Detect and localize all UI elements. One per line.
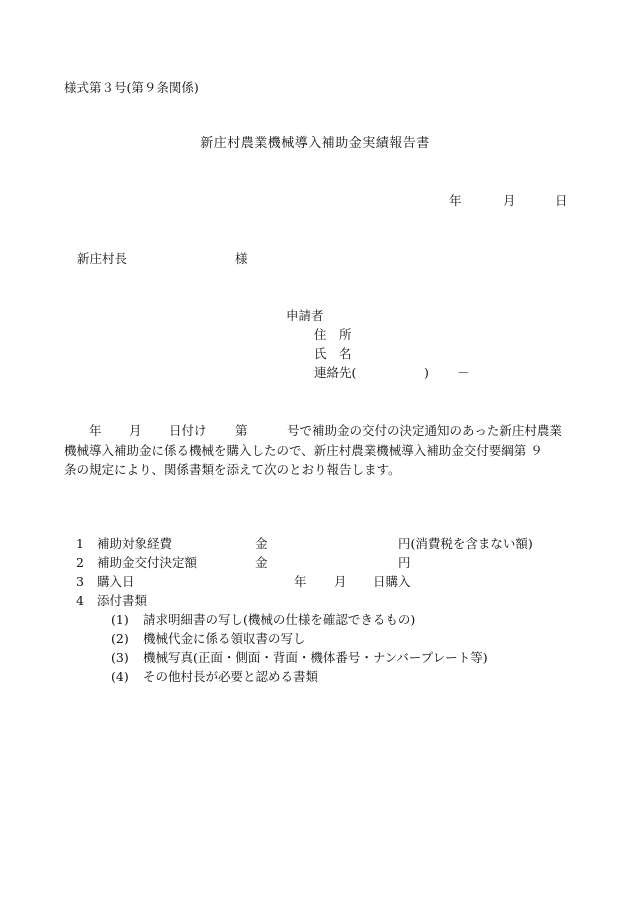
item-4-number: 4	[76, 593, 84, 608]
date-day-label: 日	[555, 193, 568, 208]
report-body-line-2: 機械導入補助金に係る機械を購入したので、新庄村農業機械導入補助金交付要綱第 ９	[64, 443, 543, 458]
item-1-number: 1	[76, 536, 84, 551]
item-3-month-label: 月	[334, 574, 347, 589]
item-2-gold-label: 金	[255, 555, 268, 570]
item-3-number: 3	[76, 574, 84, 589]
applicant-contact	[314, 365, 470, 380]
attachment-1-label: 請求明細書の写し(機械の仕様を確認できるもの)	[143, 612, 416, 627]
attachment-4-label: その他村長が必要と認める書類	[143, 669, 319, 684]
attachment-3-number: (3)	[111, 650, 129, 665]
report-body-line-3: 条の規定により、関係書類を添えて次のとおり報告します。	[64, 462, 401, 477]
attachment-2-number: (2)	[111, 631, 129, 646]
item-3-label: 購入日	[97, 574, 135, 589]
contact-dash: －	[457, 365, 470, 380]
applicant-label: 申請者	[286, 308, 324, 323]
item-2-number: 2	[76, 555, 84, 570]
applicant-name-label: 氏 名	[314, 346, 352, 361]
attachment-3-label: 機械写真(正面・側面・背面・機体番号・ナンバープレート等)	[143, 650, 488, 665]
item-4-label: 添付書類	[97, 593, 148, 608]
contact-label: 連絡先(	[314, 365, 357, 380]
body-number-prefix: 第	[235, 423, 248, 438]
addressee-honorific: 様	[235, 251, 248, 266]
item-2-label: 補助金交付決定額	[97, 555, 198, 570]
item-1-yen-label: 円(消費税を含まない額)	[398, 536, 533, 551]
body-month-label: 月	[129, 423, 142, 438]
item-3-day-label: 日購入	[373, 574, 411, 589]
item-1-label: 補助対象経費	[97, 536, 173, 551]
attachment-2-label: 機械代金に係る領収書の写し	[143, 631, 306, 646]
item-2-yen-label: 円	[398, 555, 411, 570]
date-month-label: 月	[503, 193, 516, 208]
item-1-gold-label: 金	[255, 536, 268, 551]
attachment-4-number: (4)	[111, 669, 129, 684]
attachment-1-number: (1)	[111, 612, 129, 627]
date-year-label: 年	[449, 193, 462, 208]
contact-close-paren: )	[424, 365, 429, 380]
body-date-label: 日付け	[169, 423, 207, 438]
body-line-1-rest: 号で補助金の交付の決定通知のあった新庄村農業	[287, 423, 562, 438]
form-number: 様式第３号(第９条関係)	[64, 80, 199, 95]
body-year-label: 年	[89, 423, 102, 438]
addressee-name: 新庄村長	[77, 251, 128, 266]
applicant-address-label: 住 所	[314, 327, 352, 342]
item-3-year-label: 年	[294, 574, 307, 589]
document-title: 新庄村農業機械導入補助金実績報告書	[200, 136, 430, 151]
